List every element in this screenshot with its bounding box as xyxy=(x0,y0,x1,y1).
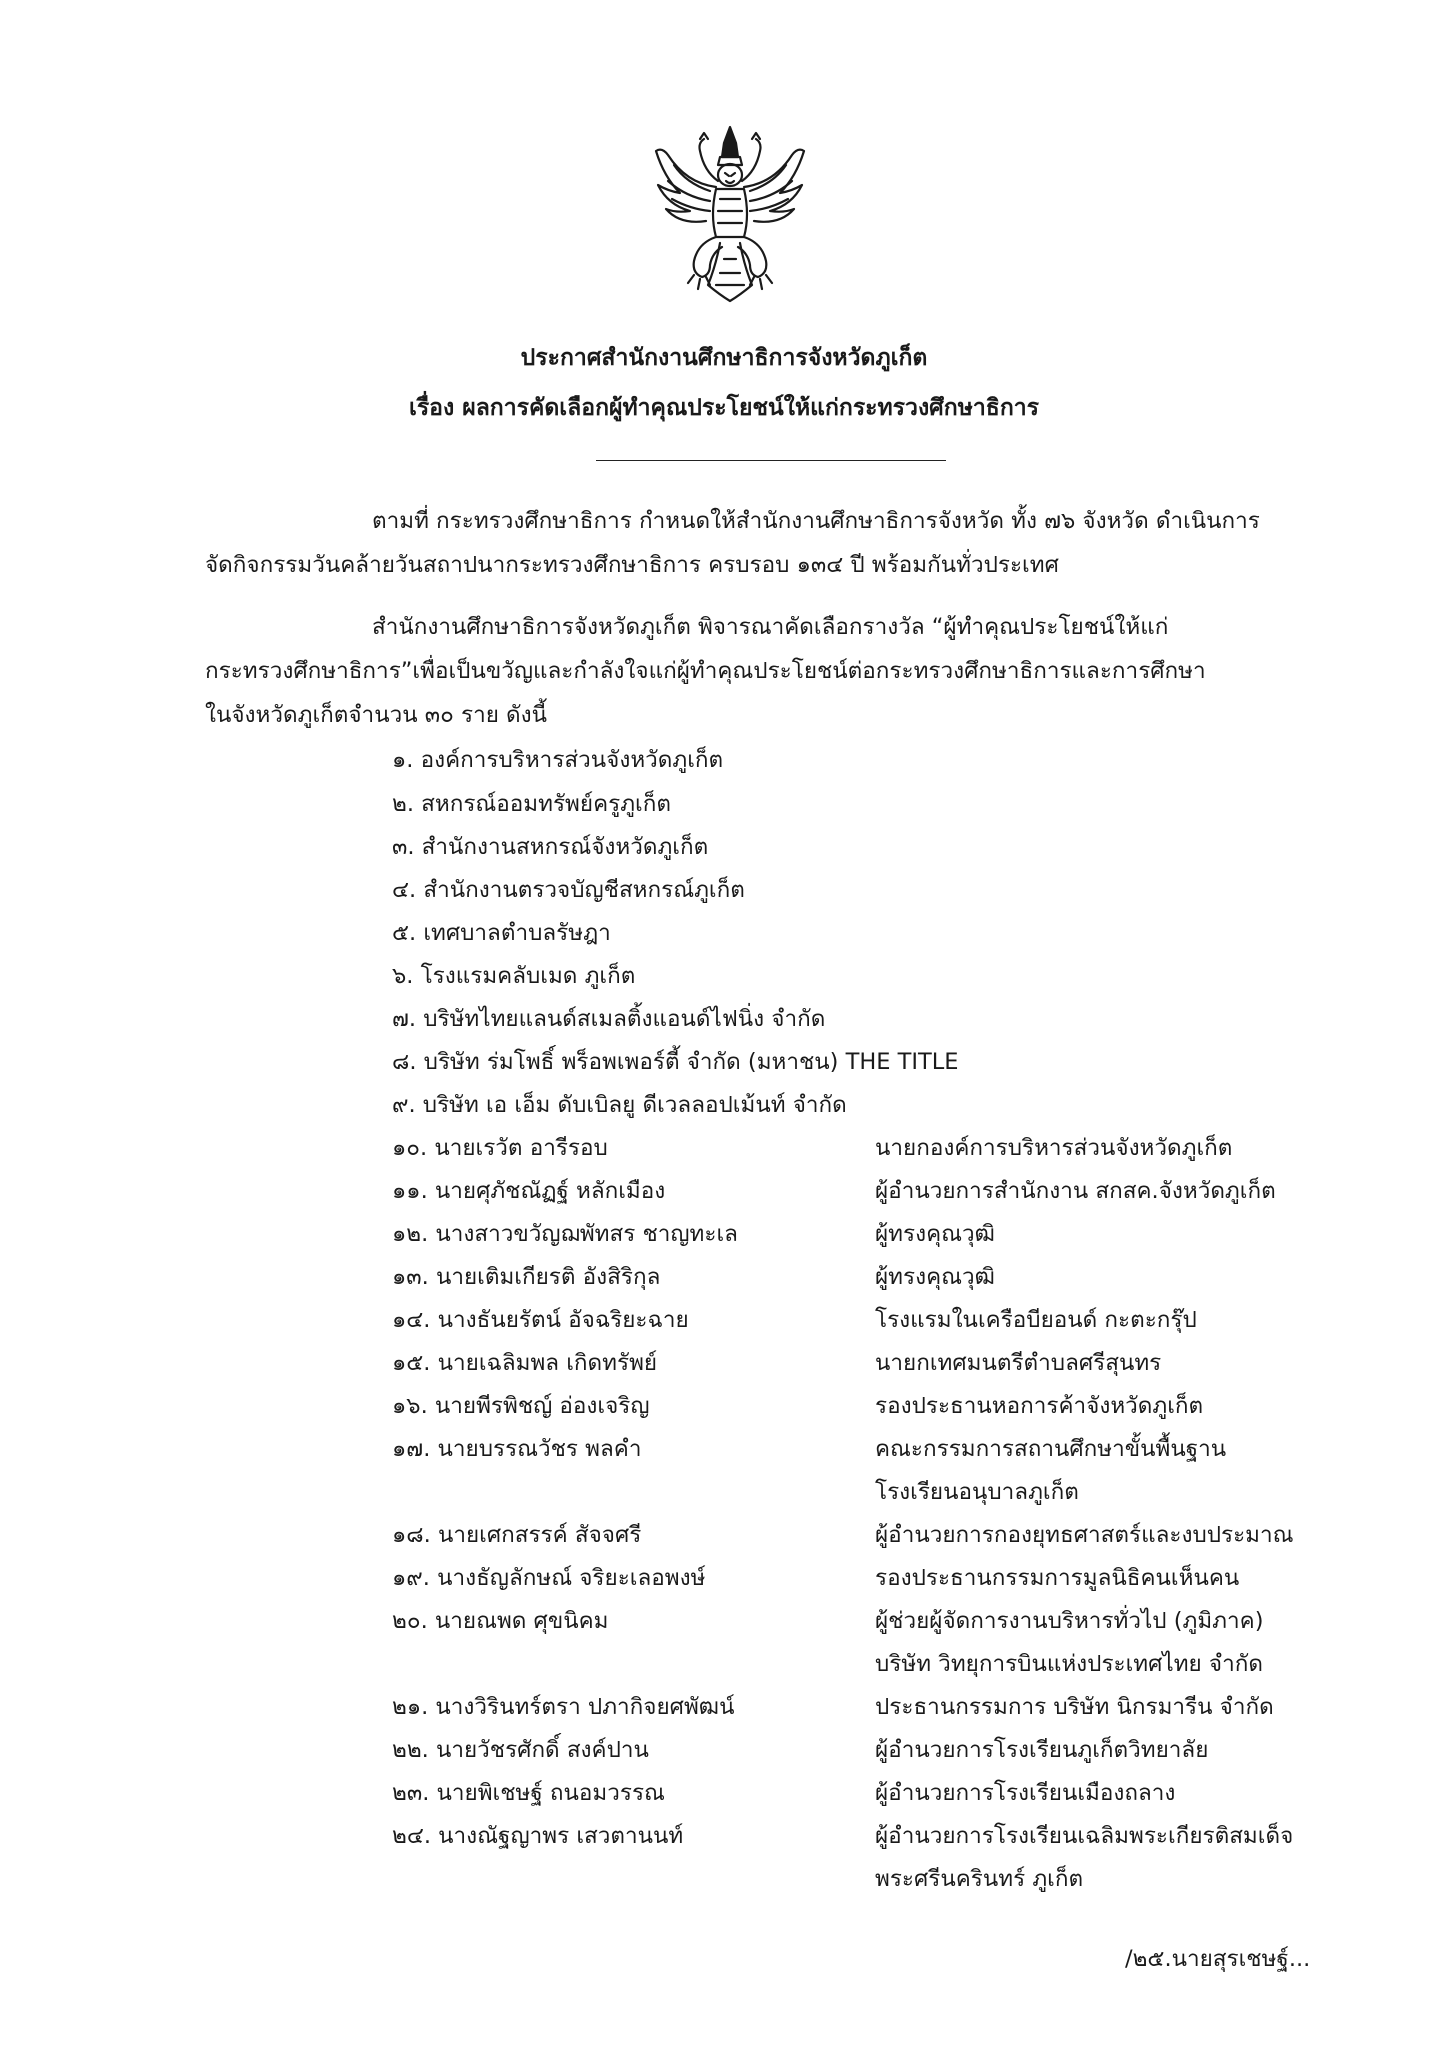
list-item: ๑๐. นายเรวัต อารีรอบ xyxy=(392,1135,608,1161)
announcement-subject: เรื่อง ผลการคัดเลือกผู้ทำคุณประโยชน์ให้แก่กระทรวงศึกษาธิการ xyxy=(408,395,1040,421)
list-item-position: โรงแรมในเครือบียอนด์ กะตะกรุ๊ป xyxy=(875,1307,1197,1333)
paragraph-1-line-1: ตามที่ กระทรวงศึกษาธิการ กำหนดให้สำนักงานศึกษาธิการจังหวัด ทั้ง ๗๖ จังหวัด ดำเนินการ xyxy=(372,508,1260,534)
list-item-position: ผู้ทรงคุณวุฒิ xyxy=(875,1264,995,1290)
list-item-position-line-2: พระศรีนครินทร์ ภูเก็ต xyxy=(875,1866,1084,1892)
list-item: ๒. สหกรณ์ออมทรัพย์ครูภูเก็ต xyxy=(392,791,671,817)
list-item-position: ผู้อำนวยการโรงเรียนเฉลิมพระเกียรติสมเด็จ xyxy=(875,1823,1294,1849)
paragraph-1-line-2: จัดกิจกรรมวันคล้ายวันสถาปนากระทรวงศึกษาธิการ ครบรอบ ๑๓๔ ปี พร้อมกันทั่วประเทศ xyxy=(205,552,1059,578)
list-item-position: ผู้ช่วยผู้จัดการงานบริหารทั่วไป (ภูมิภาค) xyxy=(875,1608,1264,1634)
announcement-title: ประกาศสำนักงานศึกษาธิการจังหวัดภูเก็ต xyxy=(520,345,928,371)
list-item-position: ประธานกรรมการ บริษัท นิกรมารีน จำกัด xyxy=(875,1694,1274,1720)
list-item-position: ผู้อำนวยการกองยุทธศาสตร์และงบประมาณ xyxy=(875,1522,1294,1548)
list-item: ๒๔. นางณัฐญาพร เสวตานนท์ xyxy=(392,1823,684,1849)
list-item-position: คณะกรรมการสถานศึกษาขั้นพื้นฐาน xyxy=(875,1436,1227,1462)
list-item: ๒๐. นายณพด ศุขนิคม xyxy=(392,1608,609,1634)
list-item: ๑๕. นายเฉลิมพล เกิดทรัพย์ xyxy=(392,1350,658,1376)
list-item: ๖. โรงแรมคลับเมด ภูเก็ต xyxy=(392,963,636,989)
list-item-position-line-2: โรงเรียนอนุบาลภูเก็ต xyxy=(875,1479,1079,1505)
list-item-position: ผู้อำนวยการสำนักงาน สกสค.จังหวัดภูเก็ต xyxy=(875,1178,1276,1204)
garuda-emblem-icon xyxy=(650,125,810,305)
list-item: ๙. บริษัท เอ เอ็ม ดับเบิลยู ดีเวลลอปเม้นท์ จำกัด xyxy=(392,1092,847,1118)
list-item-position: ผู้อำนวยการโรงเรียนเมืองถลาง xyxy=(875,1780,1176,1806)
list-item: ๑. องค์การบริหารส่วนจังหวัดภูเก็ต xyxy=(392,747,724,773)
paragraph-2-line-3: ในจังหวัดภูเก็ตจำนวน ๓๐ ราย ดังนี้ xyxy=(205,702,548,728)
list-item: ๑๘. นายเศกสรรค์ สัจจศรี xyxy=(392,1522,642,1548)
list-item-position: รองประธานหอการค้าจังหวัดภูเก็ต xyxy=(875,1393,1204,1419)
list-item: ๘. บริษัท ร่มโพธิ์ พร็อพเพอร์ตี้ จำกัด (มหาชน) THE TITLE xyxy=(392,1049,959,1075)
list-item-position: ผู้ทรงคุณวุฒิ xyxy=(875,1221,995,1247)
list-item: ๑๙. นางธัญลักษณ์ จริยะเลอพงษ์ xyxy=(392,1565,706,1591)
list-item: ๑๑. นายศุภัชณัฏฐ์ หลักเมือง xyxy=(392,1178,666,1204)
list-item-position: รองประธานกรรมการมูลนิธิคนเห็นคน xyxy=(875,1565,1240,1591)
page-continuation: /๒๕.นายสุรเชษฐ์... xyxy=(1125,1946,1311,1972)
list-item: ๒๑. นางวิรินทร์ตรา ปภากิจยศพัฒน์ xyxy=(392,1694,735,1720)
list-item: ๒๓. นายพิเชษฐ์ ถนอมวรรณ xyxy=(392,1780,665,1806)
paragraph-2-line-1: สำนักงานศึกษาธิการจังหวัดภูเก็ต พิจารณาคัดเลือกรางวัล “ผู้ทำคุณประโยชน์ให้แก่ xyxy=(372,614,1169,640)
list-item: ๑๗. นายบรรณวัชร พลคำ xyxy=(392,1436,642,1462)
list-item-position-line-2: บริษัท วิทยุการบินแห่งประเทศไทย จำกัด xyxy=(875,1651,1263,1677)
list-item-position: นายกองค์การบริหารส่วนจังหวัดภูเก็ต xyxy=(875,1135,1233,1161)
list-item: ๒๒. นายวัชรศักดิ์ สงค์ปาน xyxy=(392,1737,649,1763)
list-item: ๗. บริษัทไทยแลนด์สเมลติ้งแอนด์ไฟนิ่ง จำกัด xyxy=(392,1006,826,1032)
list-item: ๕. เทศบาลตำบลรัษฎา xyxy=(392,920,611,946)
list-item: ๑๓. นายเติมเกียรติ อังสิริกุล xyxy=(392,1264,661,1290)
list-item: ๑๖. นายพีรพิชญ์ อ่องเจริญ xyxy=(392,1393,650,1419)
list-item: ๑๔. นางธันยรัตน์ อัจฉริยะฉาย xyxy=(392,1307,689,1333)
title-divider xyxy=(596,460,946,461)
list-item: ๑๒. นางสาวขวัญฌพัทสร ชาญทะเล xyxy=(392,1221,738,1247)
list-item-position: ผู้อำนวยการโรงเรียนภูเก็ตวิทยาลัย xyxy=(875,1737,1209,1763)
list-item: ๔. สำนักงานตรวจบัญชีสหกรณ์ภูเก็ต xyxy=(392,877,745,903)
paragraph-2-line-2: กระทรวงศึกษาธิการ”เพื่อเป็นขวัญและกำลังใจแก่ผู้ทำคุณประโยชน์ต่อกระทรวงศึกษาธิการและการศึกษา xyxy=(205,658,1206,684)
list-item-position: นายกเทศมนตรีตำบลศรีสุนทร xyxy=(875,1350,1162,1376)
list-item: ๓. สำนักงานสหกรณ์จังหวัดภูเก็ต xyxy=(392,834,709,860)
